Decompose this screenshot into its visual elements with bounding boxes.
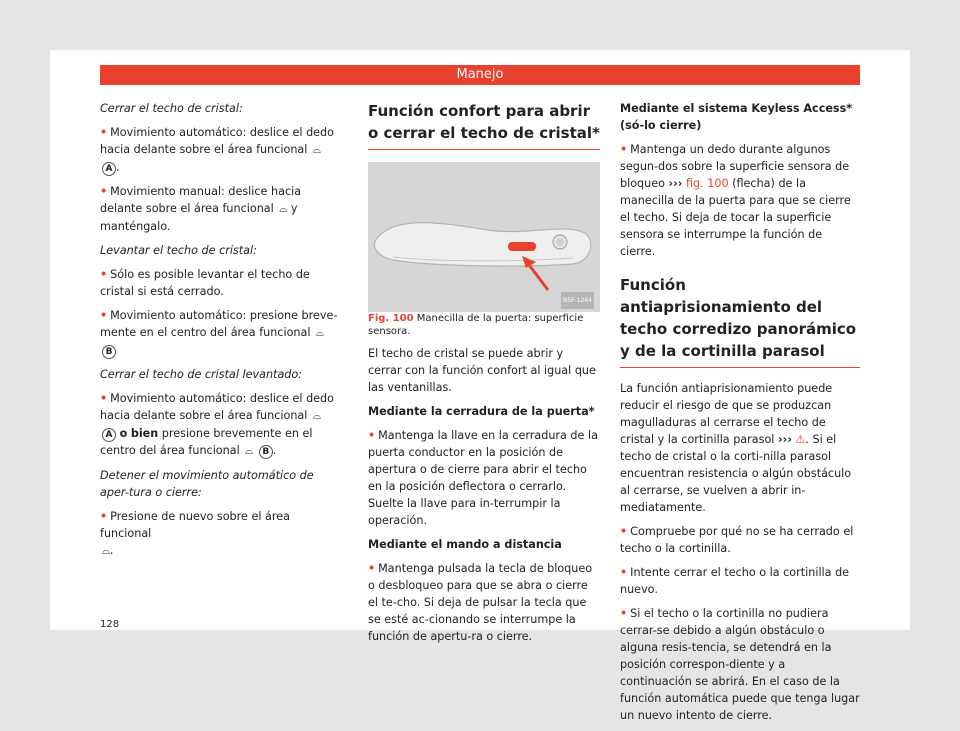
- list-item: • Movimiento automático: deslice el dedo hacia delante sobre el área funcional ⌓ A o bien presione brevemente en el centro del área funcional ⌓ B .: [100, 390, 340, 460]
- link-arrows: ›››: [668, 177, 683, 190]
- list-item: • Movimiento automático: presione breve-mente en el centro del área funcional ⌓ B: [100, 309, 338, 357]
- section-title-antipinch: Función antiaprisionamiento del techo corredizo panorámico y de la cortinilla parasol: [620, 276, 857, 360]
- label-b-badge: B: [102, 345, 116, 359]
- figure-code: B5F-1264: [561, 292, 594, 309]
- label-b-badge: B: [259, 445, 273, 459]
- label-a-badge: A: [102, 162, 116, 176]
- section-header: Manejo: [100, 65, 860, 85]
- bullet-icon: •: [100, 268, 108, 281]
- title-rule: [620, 367, 860, 368]
- list-item: • Si el techo o la cortinilla no pudiera cerrar-se debido a algún obstáculo o alguna resis-tencia, se detendrá en la posición correspon-diente y a continuación se abrirá. En el caso de la función automática puede que tenga lugar un nuevo intento de cierre.: [620, 607, 860, 722]
- roof-icon: ⌓: [316, 328, 324, 339]
- roof-icon: ⌓: [102, 546, 110, 557]
- paragraph: La función antiaprisionamiento puede reducir el riesgo de que se produzcan magulladuras al cerrarse el techo de cristal y la cortinilla parasol ››› ⚠. Si el techo de cristal o la corti-nilla parasol encuentran resistencia o algún obstáculo al cerrarse, se vuelven a abrir in-mediatamente.: [620, 382, 852, 514]
- column-3: [620, 100, 860, 731]
- subheading-close-raised: Cerrar el techo de cristal levantado:: [100, 368, 303, 381]
- subheading-lock: Mediante la cerradura de la puerta*: [368, 405, 595, 418]
- list-item: • Sólo es posible levantar el techo de cristal si está cerrado.: [100, 268, 310, 298]
- bullet-icon: •: [100, 510, 108, 523]
- bullet-icon: •: [100, 309, 108, 322]
- label-a-badge: A: [102, 428, 116, 442]
- subheading-raise: Levantar el techo de cristal:: [100, 244, 257, 257]
- column-1: [100, 100, 340, 567]
- bullet-icon: •: [620, 525, 628, 538]
- subheading-keyless: Mediante el sistema Keyless Access* (só-lo cierre): [620, 102, 853, 132]
- subheading-remote: Mediante el mando a distancia: [368, 538, 562, 551]
- bullet-icon: •: [620, 566, 628, 579]
- bullet-icon: •: [368, 562, 376, 575]
- section-title-comfort: Función confort para abrir o cerrar el techo de cristal*: [368, 102, 600, 142]
- warning-icon[interactable]: ⚠: [795, 433, 806, 446]
- column-2: [368, 100, 600, 652]
- list-item: • Intente cerrar el techo o la cortinilla de nuevo.: [620, 566, 850, 596]
- list-item: • Mantenga un dedo durante algunos segun-dos sobre la superficie sensora de bloqueo ››› fig. 100 (flecha) de la manecilla de la puerta para que se cierre el techo. Si deja de tocar la superficie sensora se interrumpe la función de cierre.: [620, 143, 851, 258]
- roof-icon: ⌓: [279, 204, 288, 215]
- figure-door-handle: [368, 162, 600, 312]
- roof-icon: ⌓: [312, 145, 321, 156]
- door-handle-illustration: [368, 162, 600, 312]
- bullet-icon: •: [620, 607, 628, 620]
- list-item: • Mantenga pulsada la tecla de bloqueo o desbloqueo para que se abra o cierre el te-cho. Si deja de pulsar la tecla que se esté ac-cionando se interrumpe la función de apertu-ra o cierre.: [368, 562, 593, 643]
- bullet-icon: •: [100, 185, 108, 198]
- figure-link[interactable]: fig. 100: [685, 177, 729, 190]
- bullet-icon: •: [100, 126, 108, 139]
- figure-caption: Fig. 100 Manecilla de la puerta: superficie sensora.: [368, 313, 584, 337]
- page-number: 128: [100, 619, 120, 630]
- sensor-surface: [508, 242, 536, 251]
- list-item: • Compruebe por qué no se ha cerrado el techo o la cortinilla.: [620, 525, 854, 555]
- roof-icon: ⌓: [245, 446, 254, 457]
- roof-icon: ⌓: [312, 411, 321, 422]
- list-item: • Mantenga la llave en la cerradura de la puerta conductor en la posición de apertura o de cierre para abrir el techo en la posición deflectora o cerrarlo. Suelte la llave para in-terrumpir la operación.: [368, 429, 598, 527]
- subheading-stop: Detener el movimiento automático de aper-tura o cierre:: [100, 469, 314, 499]
- list-item: • Presione de nuevo sobre el área funcional ⌓.: [100, 508, 340, 560]
- figure-label: Fig. 100: [368, 313, 414, 324]
- bullet-icon: •: [620, 143, 628, 156]
- link-arrows: ›››: [777, 433, 792, 446]
- paragraph: El techo de cristal se puede abrir y cerrar con la función confort al igual que las ventanillas.: [368, 347, 596, 394]
- list-item: • Movimiento manual: deslice hacia delante sobre el área funcional ⌓ y manténgalo.: [100, 185, 302, 233]
- title-rule: [368, 149, 600, 150]
- subheading-close: Cerrar el techo de cristal:: [100, 102, 243, 115]
- list-item: • Movimiento automático: deslice el dedo hacia delante sobre el área funcional ⌓ A .: [100, 126, 334, 174]
- bullet-icon: •: [368, 429, 376, 442]
- bullet-icon: •: [100, 392, 108, 405]
